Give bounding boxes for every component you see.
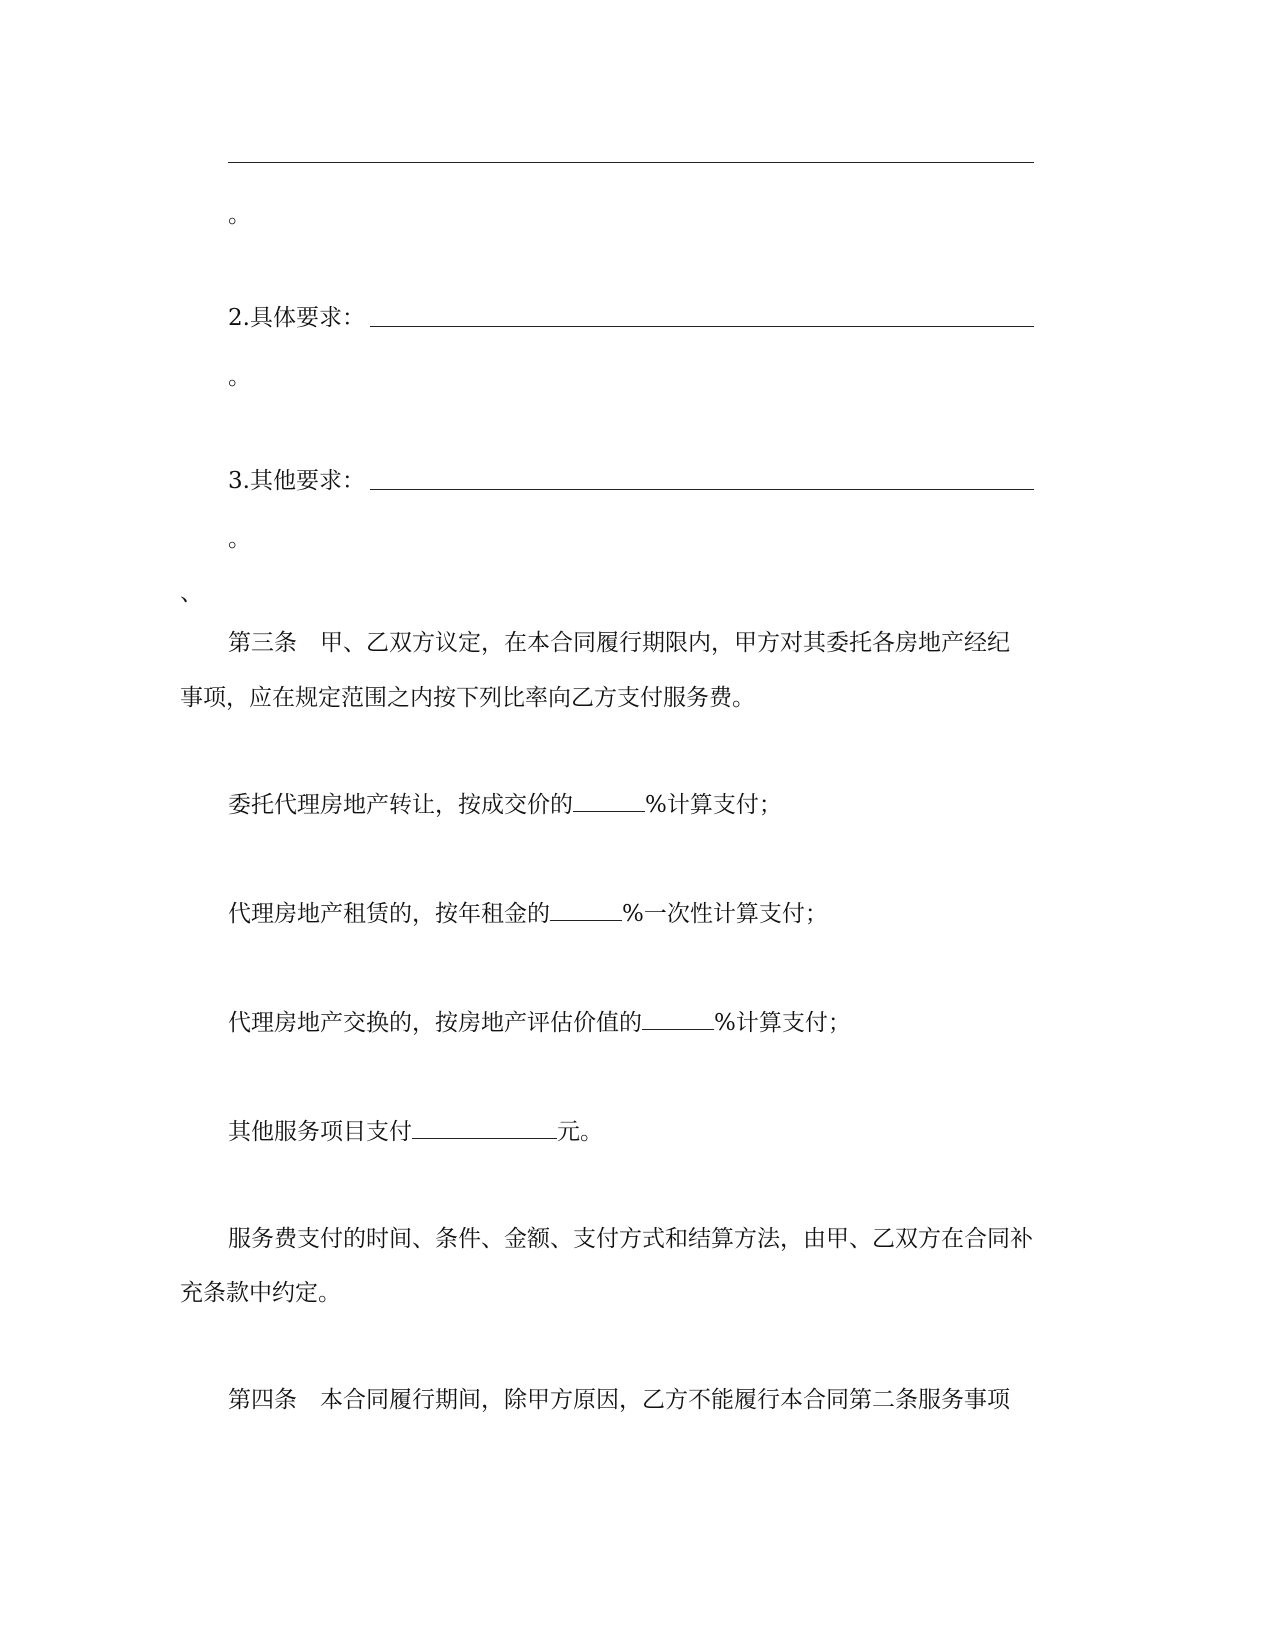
item3-label: 3.其他要求： xyxy=(228,468,365,494)
item3-blank-line xyxy=(370,489,1034,490)
fee-exchange-text: 代理房地产交换的，按房地产评估价值的 xyxy=(228,1010,642,1036)
fee-transfer-text: 委托代理房地产转让，按成交价的 xyxy=(228,792,573,818)
article4-line1: 第四条 本合同履行期间，除甲方原因，乙方不能履行本合同第二条服务事项 xyxy=(228,1387,1010,1413)
fee-transfer-suffix: %计算支付； xyxy=(645,792,782,818)
fee-other-blank[interactable] xyxy=(412,1118,557,1139)
fee-exchange-line xyxy=(228,1008,851,1038)
fee-lease-blank[interactable] xyxy=(550,900,622,921)
fee-transfer-line xyxy=(228,790,782,820)
fee-lease-suffix: %一次性计算支付； xyxy=(622,901,828,927)
stray-mark: 、 xyxy=(180,580,203,606)
item2-end-mark: 。 xyxy=(228,364,251,390)
payment-terms-line1: 服务费支付的时间、条件、金额、支付方式和结算方法，由甲、乙双方在合同补 xyxy=(228,1226,1033,1252)
item2-label: 2.具体要求： xyxy=(228,305,365,331)
article3-line2: 事项，应在规定范围之内按下列比率向乙方支付服务费。 xyxy=(180,685,755,711)
fee-other-text: 其他服务项目支付 xyxy=(228,1119,412,1145)
item3-end-mark: 。 xyxy=(228,526,251,552)
fee-other-suffix: 元。 xyxy=(557,1119,603,1145)
item1-end-mark: 。 xyxy=(228,202,251,228)
article3-line1: 第三条 甲、乙双方议定，在本合同履行期限内，甲方对其委托各房地产经纪 xyxy=(228,630,1010,656)
fee-transfer-blank[interactable] xyxy=(573,791,645,812)
fee-other-line xyxy=(228,1117,603,1147)
fee-exchange-blank[interactable] xyxy=(642,1009,714,1030)
item1-blank-line xyxy=(228,162,1034,163)
fee-lease-line xyxy=(228,899,828,929)
payment-terms-line2: 充条款中约定。 xyxy=(180,1280,341,1306)
fee-lease-text: 代理房地产租赁的，按年租金的 xyxy=(228,901,550,927)
item2-blank-line xyxy=(370,326,1034,327)
fee-exchange-suffix: %计算支付； xyxy=(714,1010,851,1036)
